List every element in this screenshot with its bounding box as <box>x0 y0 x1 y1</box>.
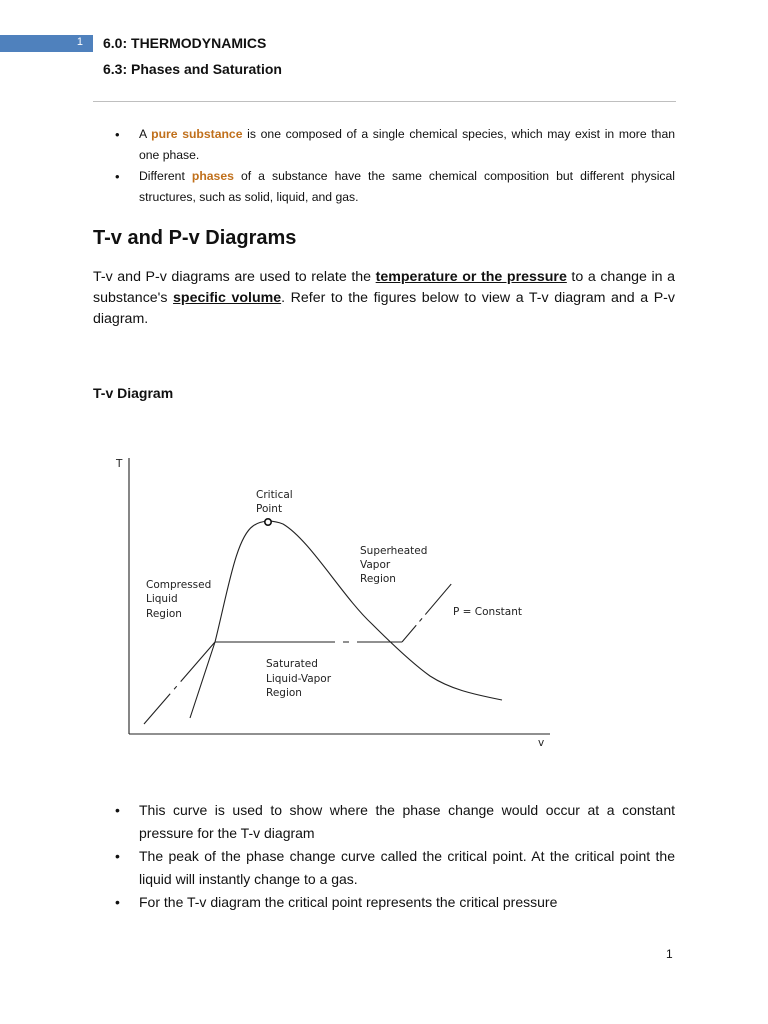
saturated-region-label: Saturated <box>266 658 318 670</box>
term-phases: phases <box>191 169 234 183</box>
x-axis-label: v <box>538 737 545 749</box>
compressed-region-label: Compressed <box>146 579 212 591</box>
emphasis-temperature-pressure: temperature or the pressure <box>375 269 567 285</box>
superheated-region-label: Region <box>360 573 396 585</box>
section-title: 6.3: Phases and Saturation <box>103 61 282 77</box>
list-item: • A pure substance is one composed of a single chemical species, which may exist in more than one phase. <box>115 124 675 166</box>
page-number: 1 <box>666 947 673 961</box>
list-item: • For the T-v diagram the critical point represents the critical pressure <box>115 891 675 914</box>
page-tab-number: 1 <box>76 36 83 48</box>
saturation-dome-curve <box>190 521 502 718</box>
pressure-label: P = Constant <box>453 606 523 618</box>
compressed-liquid-isobar <box>144 642 215 724</box>
term-pure-substance: pure substance <box>151 127 243 141</box>
bottom-bullet-list <box>115 799 675 914</box>
diagram-subheading: T-v Diagram <box>93 385 174 401</box>
compressed-region-label: Liquid <box>146 593 178 605</box>
saturated-region-label: Liquid-Vapor <box>266 673 332 685</box>
emphasis-specific-volume: specific volume <box>173 290 282 306</box>
chapter-title: 6.0: THERMODYNAMICS <box>103 35 267 51</box>
superheated-region-label: Superheated <box>360 545 428 557</box>
critical-point-label: Critical <box>256 489 293 501</box>
header-divider <box>93 101 676 102</box>
y-axis-label: T <box>116 458 123 470</box>
intro-bullet-list <box>115 124 675 208</box>
critical-point-marker <box>265 519 271 525</box>
tv-diagram <box>110 450 570 760</box>
intro-paragraph: T-v and P-v diagrams are used to relate the temperature or the pressure to a change in a substance's specific volume. Refer to the figures below to view a T-v diagram and a P-v diagram. <box>93 269 676 327</box>
compressed-region-label: Region <box>146 608 182 620</box>
page-tab <box>0 35 93 52</box>
list-item: • Different phases of a substance have the same chemical composition but different physical structures, such as solid, liquid, and gas. <box>115 166 675 208</box>
list-item: • This curve is used to show where the phase change would occur at a constant pressure for the T-v diagram <box>115 799 675 845</box>
list-item: • The peak of the phase change curve called the critical point. At the critical point the liquid will instantly change to a gas. <box>115 845 675 891</box>
page-heading: T-v and P-v Diagrams <box>93 227 297 249</box>
superheated-region-label: Vapor <box>360 559 391 571</box>
saturated-region-label: Region <box>266 687 302 699</box>
critical-point-label: Point <box>256 503 283 515</box>
